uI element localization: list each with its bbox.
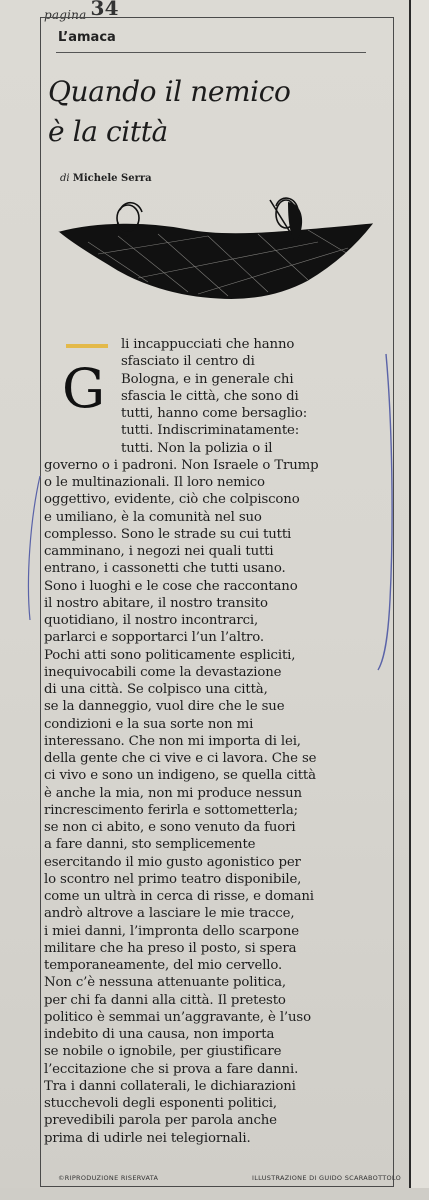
article-line: a fare danni, sto semplicemente xyxy=(44,837,256,853)
article-line: governo o i padroni. Non Israele o Trump xyxy=(44,457,319,473)
article-line: quotidiano, il nostro incontrarci, xyxy=(44,613,259,628)
article-line: prevedibili parola per parola anche xyxy=(44,1113,277,1129)
article-line: della gente che ci vive e ci lavora. Che se xyxy=(44,751,317,766)
article-line: come un ultrà in cerca di risse, e domani xyxy=(44,889,314,904)
article-line: è anche la mia, non mi produce nessun xyxy=(44,785,302,801)
article-line: temporaneamente, del mio cervello. xyxy=(44,958,283,973)
article-line: condizioni e la sua sorte non mi xyxy=(44,716,254,732)
article-line: tutti. Non la polizia o il xyxy=(121,440,273,456)
adjacent-column xyxy=(411,0,429,1200)
article-line: o le multinazionali. Il loro nemico xyxy=(44,475,265,490)
article-line: Bologna, e in generale chi xyxy=(121,371,294,387)
article-line: oggettivo, evidente, ciò che colpiscono xyxy=(44,492,300,508)
article-line: inequivocabili come la devastazione xyxy=(44,664,282,680)
title-line-2: è la città xyxy=(48,115,168,148)
article-line: sfasciato il centro di xyxy=(121,354,255,370)
article-line: i miei danni, l’impronta dello scarpone xyxy=(44,923,300,939)
article-line: politico è semmai un’aggravante, è l’uso xyxy=(44,1009,311,1025)
column-divider xyxy=(409,0,411,1200)
page-number xyxy=(44,0,119,22)
article-line: per chi fa danni alla città. Il pretesto xyxy=(44,992,286,1008)
byline xyxy=(60,173,152,184)
article-line: andrò altrove a lasciare le mie tracce, xyxy=(44,906,295,922)
article-line: Pochi atti sono politicamente espliciti, xyxy=(44,647,296,663)
article-line: militare che ha preso il posto, si spera xyxy=(44,940,297,956)
next-article-edge xyxy=(0,1188,429,1200)
article-line: lo scontro nel primo teatro disponibile, xyxy=(44,871,302,887)
article-title xyxy=(48,72,388,152)
accent-dash xyxy=(66,344,108,348)
page-number-value: 34 xyxy=(90,0,119,20)
article-line: il nostro abitare, il nostro transito xyxy=(44,595,268,611)
column-rubric: L’amaca xyxy=(58,30,116,45)
article-line: l’eccitazione che si prova a fare danni. xyxy=(44,1061,299,1077)
article-line: prima di udirle nei telegiornali. xyxy=(44,1130,251,1146)
article-line: complesso. Sono le strade su cui tutti xyxy=(44,526,292,542)
article-line: stucchevoli degli esponenti politici, xyxy=(44,1096,277,1111)
hammock-illustration xyxy=(58,192,374,322)
article-line: parlarci e sopportarci l’un l’altro. xyxy=(44,630,264,646)
article-line: entrano, i cassonetti che tutti usano. xyxy=(44,561,286,577)
article-line: se nobile o ignobile, per giustificare xyxy=(44,1044,282,1060)
drop-cap: G xyxy=(62,357,106,420)
byline-author: Michele Serra xyxy=(72,173,152,184)
article-line: di una città. Se colpisco una città, xyxy=(44,682,268,697)
rights-notice: ©RIPRODUZIONE RISERVATA xyxy=(58,1174,159,1182)
article-line: e umiliano, è la comunità nel suo xyxy=(44,509,262,525)
article-line: Sono i luoghi e le cose che raccontano xyxy=(44,578,298,594)
article-line: ci vivo e sono un indigeno, se quella città xyxy=(44,768,316,784)
article-line: tutti. Indiscriminatamente: xyxy=(121,423,300,439)
article-line: se la danneggio, vuol dire che le sue xyxy=(44,699,285,715)
title-line-1: Quando il nemico xyxy=(48,75,291,108)
article-line: rincrescimento ferirla e sottometterla; xyxy=(44,802,298,818)
article-line: se non ci abito, e sono venuto da fuori xyxy=(44,820,296,835)
article-line: Tra i danni collaterali, le dichiarazioni xyxy=(44,1078,296,1094)
article-line: Non c’è nessuna attenuante politica, xyxy=(44,975,286,991)
article-line: indebito di una causa, non importa xyxy=(44,1027,275,1042)
article-line: sfascia le città, che sono di xyxy=(121,388,299,404)
byline-prefix: di xyxy=(60,173,70,184)
article-line: li incappucciati che hanno xyxy=(121,337,295,352)
article-line: tutti, hanno come bersaglio: xyxy=(121,406,308,421)
rubric-divider xyxy=(56,52,366,53)
article-line: esercitando il mio gusto agonistico per xyxy=(44,854,301,870)
page-label: pagina xyxy=(44,8,87,22)
article-line: camminano, i negozi nei quali tutti xyxy=(44,544,274,559)
illustration-credit: ILLUSTRAZIONE DI GUIDO SCARABOTTOLO xyxy=(252,1174,402,1182)
article-line: interessano. Che non mi importa di lei, xyxy=(44,733,301,749)
